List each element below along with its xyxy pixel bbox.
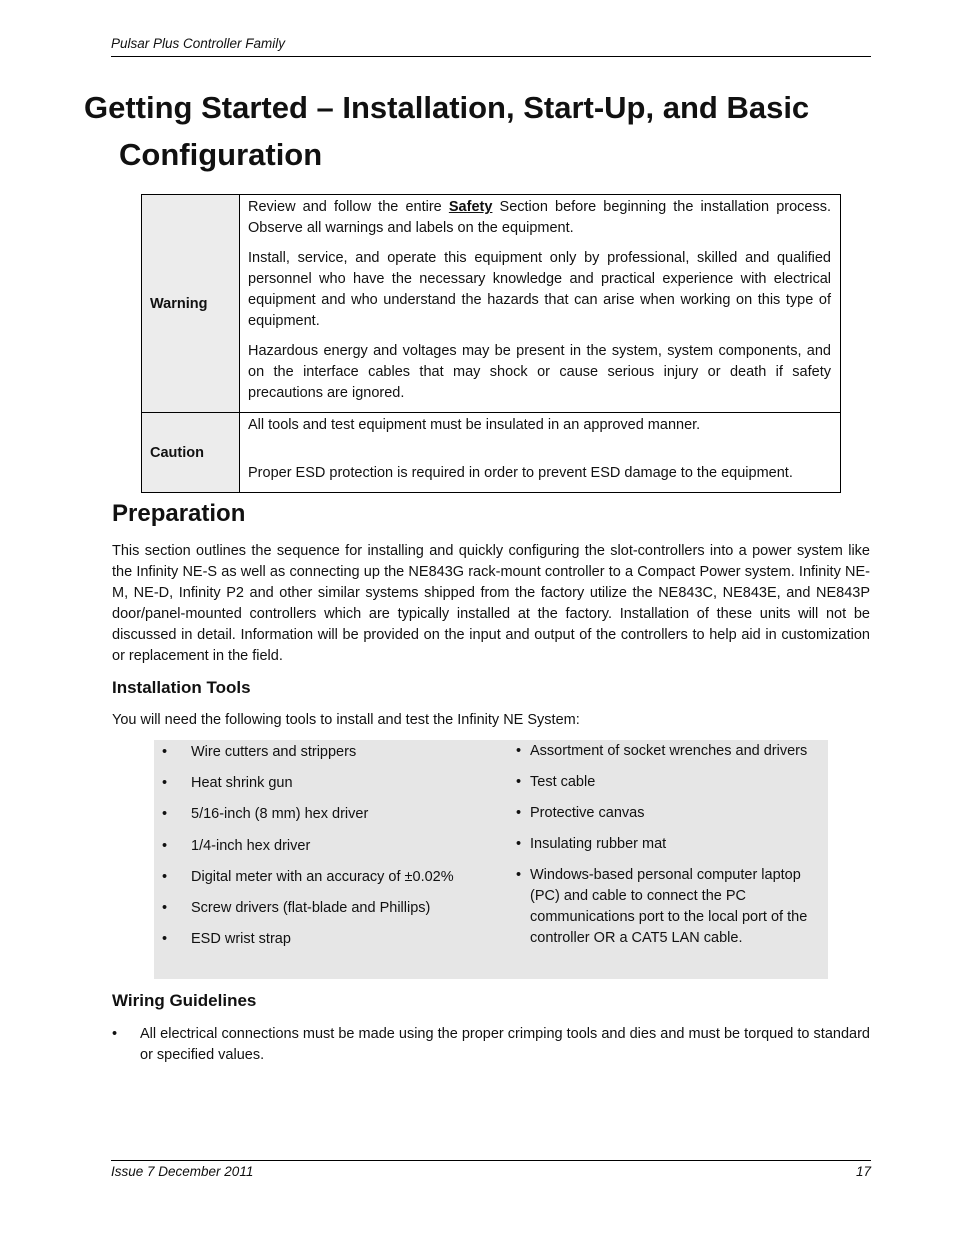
list-item: • Digital meter with an accuracy of ±0.02%	[154, 866, 504, 897]
bullet-icon: •	[516, 743, 522, 759]
safety-notice-table	[141, 194, 841, 493]
bullet-icon: •	[516, 867, 522, 883]
list-item: • Wire cutters and strippers	[154, 741, 504, 772]
bullet-icon: •	[162, 899, 168, 916]
bullet-icon: •	[516, 805, 522, 821]
warning-paragraph: Install, service, and operate this equipment only by professional, skilled and qualified personnel who have the necessary knowledge and practical experience with electrical equipment and who understand the hazards that can arise when working on this type of equipment.	[248, 250, 831, 329]
warning-row	[142, 195, 841, 413]
list-item: • Assortment of socket wrenches and drivers	[514, 741, 819, 762]
bullet-icon: •	[162, 744, 168, 760]
preparation-paragraph: This section outlines the sequence for installing and quickly configuring the slot-controllers into a power system like the Infinity NE-S as well as connecting up the NE843G rack-mount controller to a Compact Power system. Infinity NE-M, NE-D, Infinity P2 and other similar systems shipped from the factory utilize the NE843C, NE843E, and NE843P door/panel-mounted controllers which are typically installed at the factory. Installation of these units will not be discussed in detail. Information will be provided on the input and output of the controllers to help aid in customization or replacement in the field.	[112, 543, 870, 664]
bullet-icon: •	[162, 931, 168, 948]
bullet-icon: •	[162, 806, 168, 823]
header-title: Pulsar Plus Controller Family	[111, 36, 286, 51]
wiring-guidelines-heading: Wiring Guidelines	[112, 991, 257, 1010]
bullet-icon: •	[162, 775, 168, 792]
list-item: • 5/16-inch (8 mm) hex driver	[154, 803, 504, 834]
running-header	[111, 36, 871, 57]
caution-label: Caution	[142, 413, 240, 493]
bullet-icon: •	[516, 836, 522, 852]
list-item: • Insulating rubber mat	[514, 834, 819, 855]
page-title-line2: Configuration	[119, 137, 323, 172]
warning-paragraph: Review and follow the entire Safety Section before beginning the installation process. Observe all warnings and labels on the equipment.	[248, 199, 831, 236]
warning-text	[240, 195, 841, 413]
tools-list-right	[514, 741, 819, 959]
list-item: • 1/4-inch hex driver	[154, 835, 504, 866]
bullet-icon: •	[162, 868, 168, 885]
list-item: • Windows-based personal computer laptop (PC) and cable to connect the PC communications port to the local port of the controller OR a CAT5 LAN cable.	[516, 867, 808, 946]
page-title	[84, 84, 884, 178]
caution-paragraph: All tools and test equipment must be insulated in an approved manner.	[248, 417, 701, 433]
list-item: • Test cable	[514, 772, 819, 793]
safety-section-link[interactable]: Safety	[448, 199, 493, 215]
caution-paragraph: Proper ESD protection is required in order to prevent ESD damage to the equipment.	[248, 465, 793, 481]
list-item: • Heat shrink gun	[154, 772, 504, 803]
warning-label: Warning	[142, 195, 240, 413]
wiring-guideline-text: All electrical connections must be made using the proper crimping tools and dies and must be torqued to standard or specified values.	[140, 1026, 870, 1063]
page-title-line1: Getting Started – Installation, Start-Up, and Basic	[84, 90, 810, 125]
tools-list-left	[154, 741, 504, 959]
list-item: • Protective canvas	[514, 803, 819, 824]
list-item: • ESD wrist strap	[154, 928, 504, 959]
caution-text	[240, 413, 841, 493]
warning-paragraph: Hazardous energy and voltages may be present in the system, system components, and on the interface cables that may shock or cause serious injury or death if safety precautions are ignored.	[248, 343, 831, 401]
bullet-icon: •	[112, 1026, 118, 1042]
preparation-heading: Preparation	[112, 500, 246, 527]
list-item: • Screw drivers (flat-blade and Phillips)	[154, 897, 504, 928]
tools-list-box	[154, 740, 828, 979]
bullet-icon: •	[516, 774, 522, 790]
footer-issue: Issue 7 December 2011	[111, 1164, 254, 1179]
page-number: 17	[855, 1164, 871, 1179]
list-item	[112, 1024, 870, 1066]
bullet-icon: •	[162, 837, 168, 854]
caution-row	[142, 413, 841, 493]
installation-tools-heading: Installation Tools	[112, 678, 251, 697]
page-footer	[111, 1160, 871, 1179]
installation-tools-intro: You will need the following tools to install and test the Infinity NE System:	[112, 712, 580, 728]
